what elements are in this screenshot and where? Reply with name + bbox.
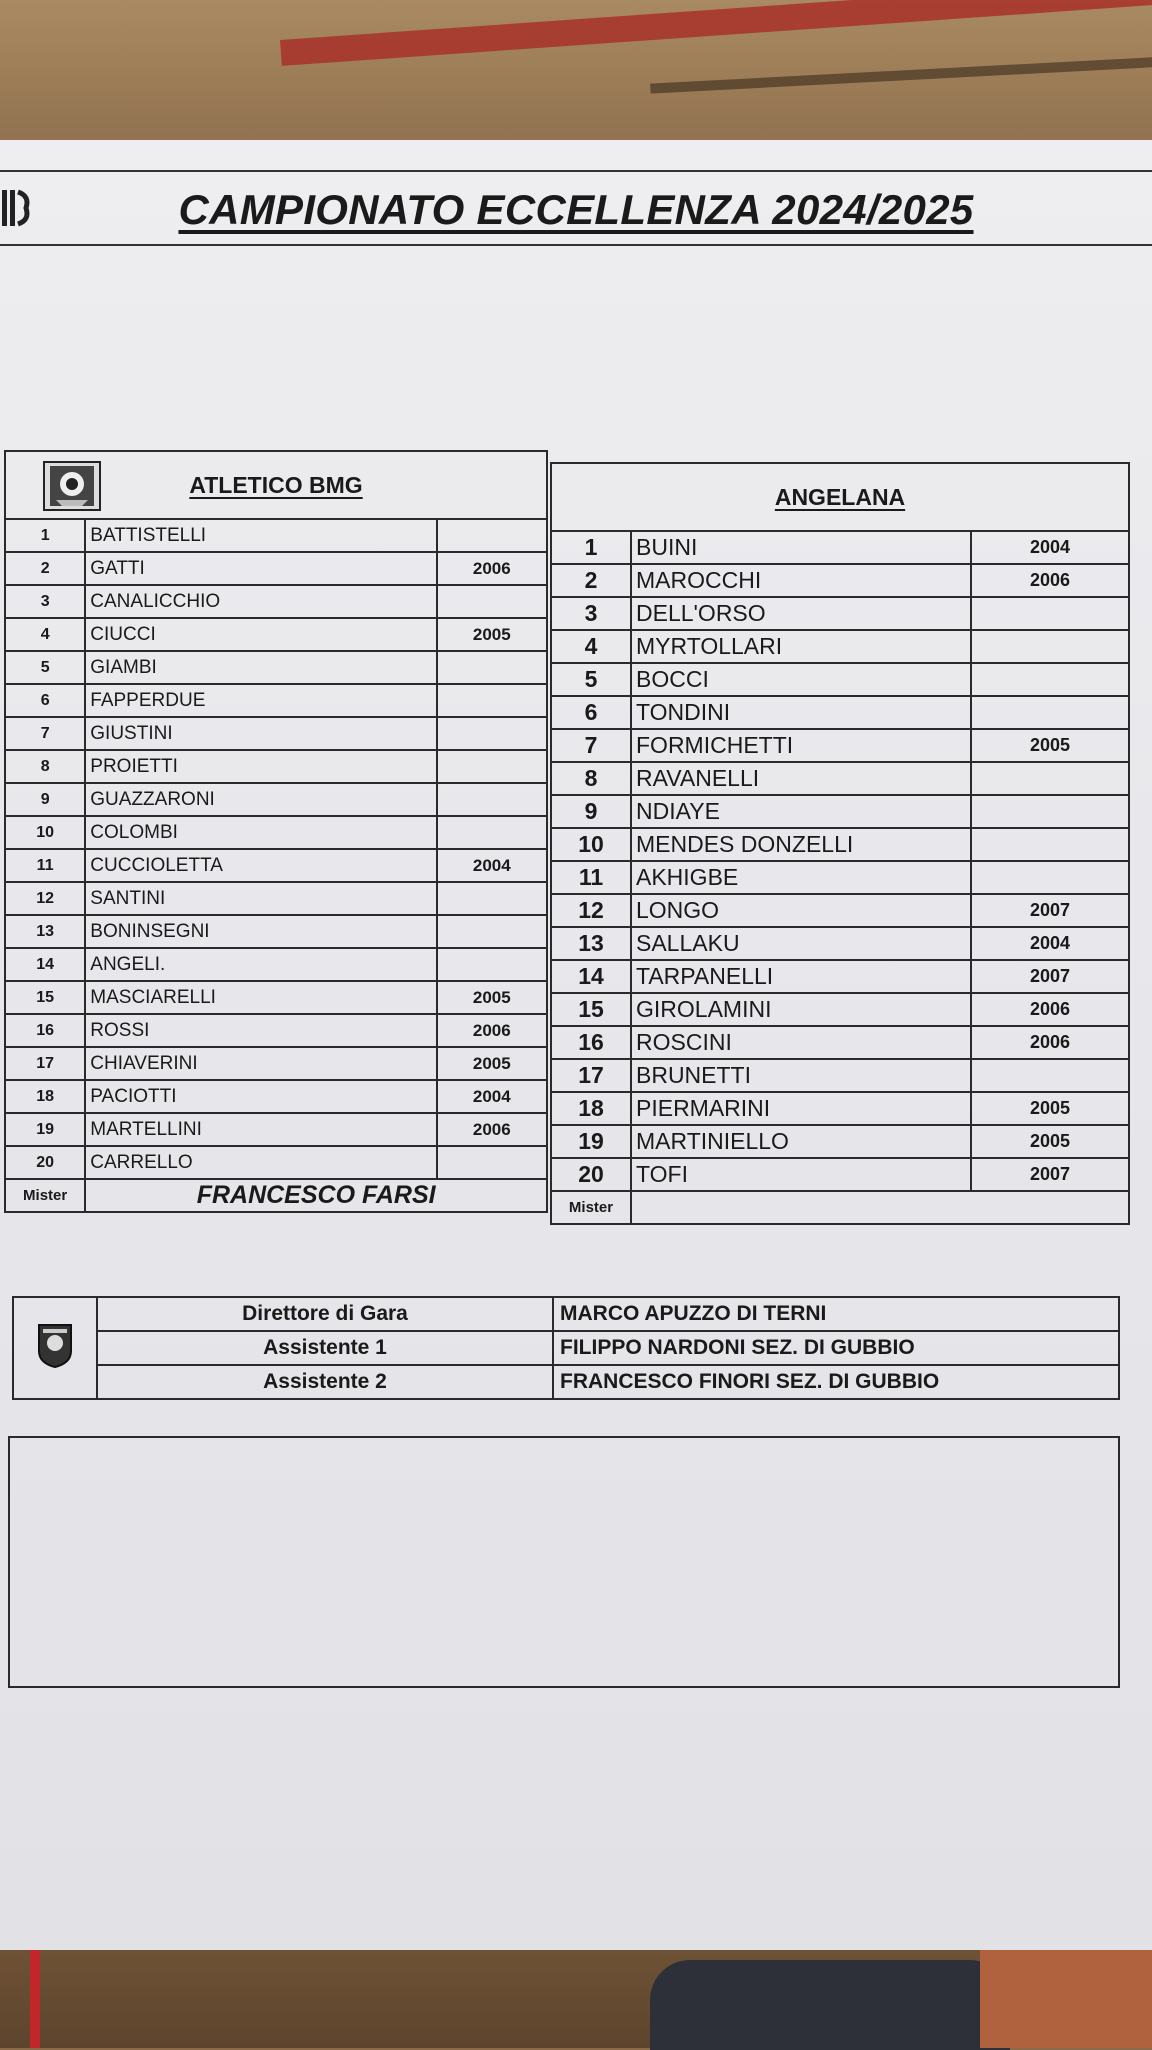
birth-year (971, 762, 1129, 795)
official-row (13, 1331, 1119, 1365)
shirt-number: 9 (5, 783, 85, 816)
away-player-row (551, 861, 1129, 894)
home-player-row (5, 651, 547, 684)
birth-year (437, 948, 547, 981)
player-name: BONINSEGNI (85, 915, 436, 948)
away-player-row (551, 1059, 1129, 1092)
shirt-number: 6 (551, 696, 631, 729)
shirt-number: 1 (5, 519, 85, 552)
player-name: CUCCIOLETTA (85, 849, 436, 882)
birth-year: 2004 (971, 531, 1129, 564)
birth-year: 2007 (971, 960, 1129, 993)
away-player-row (551, 960, 1129, 993)
player-name: SANTINI (85, 882, 436, 915)
dark-fabric (650, 1960, 1010, 2050)
player-name: MASCIARELLI (85, 981, 436, 1014)
away-player-row (551, 564, 1129, 597)
home-player-row (5, 849, 547, 882)
mister-label: Mister (5, 1179, 85, 1212)
birth-year (971, 597, 1129, 630)
shirt-number: 11 (5, 849, 85, 882)
club-crest-icon (42, 460, 102, 512)
shirt-number: 19 (551, 1125, 631, 1158)
player-name: LONGO (631, 894, 971, 927)
away-player-row (551, 762, 1129, 795)
birth-year: 2006 (971, 564, 1129, 597)
red-paint-stripe (280, 0, 1152, 66)
away-player-row (551, 1158, 1129, 1191)
official-role: Direttore di Gara (97, 1297, 553, 1331)
home-team-header-row (5, 451, 547, 519)
shirt-number: 8 (551, 762, 631, 795)
shirt-number: 6 (5, 684, 85, 717)
player-name: GIUSTINI (85, 717, 436, 750)
away-player-row (551, 795, 1129, 828)
mister-name (631, 1191, 1129, 1224)
wooden-table-bottom (0, 1950, 1152, 2048)
birth-year (971, 795, 1129, 828)
home-player-row (5, 552, 547, 585)
player-name: BRUNETTI (631, 1059, 971, 1092)
birth-year: 2004 (437, 1080, 547, 1113)
shirt-number: 14 (551, 960, 631, 993)
player-name: MAROCCHI (631, 564, 971, 597)
shirt-number: 15 (551, 993, 631, 1026)
player-name: PROIETTI (85, 750, 436, 783)
shirt-number: 16 (551, 1026, 631, 1059)
official-name: MARCO APUZZO DI TERNI (553, 1297, 1119, 1331)
player-name: RAVANELLI (631, 762, 971, 795)
away-player-row (551, 729, 1129, 762)
shirt-number: 18 (5, 1080, 85, 1113)
home-player-row (5, 717, 547, 750)
birth-year: 2005 (971, 1092, 1129, 1125)
player-name: CANALICCHIO (85, 585, 436, 618)
player-name: TARPANELLI (631, 960, 971, 993)
player-name: GIROLAMINI (631, 993, 971, 1026)
shirt-number: 2 (551, 564, 631, 597)
away-player-row (551, 927, 1129, 960)
home-team-header (5, 451, 547, 519)
player-name: ANGELI. (85, 948, 436, 981)
home-player-row (5, 1080, 547, 1113)
player-name: BUINI (631, 531, 971, 564)
away-player-row (551, 1125, 1129, 1158)
home-player-row (5, 1113, 547, 1146)
shirt-number: 11 (551, 861, 631, 894)
shirt-number: 5 (5, 651, 85, 684)
player-name: MARTELLINI (85, 1113, 436, 1146)
player-name: PACIOTTI (85, 1080, 436, 1113)
home-player-row (5, 915, 547, 948)
shirt-number: 10 (5, 816, 85, 849)
home-player-row (5, 981, 547, 1014)
player-name: GIAMBI (85, 651, 436, 684)
away-player-row (551, 1026, 1129, 1059)
player-name: CHIAVERINI (85, 1047, 436, 1080)
birth-year (437, 915, 547, 948)
shirt-number: 20 (551, 1158, 631, 1191)
away-player-row (551, 663, 1129, 696)
away-player-row (551, 1092, 1129, 1125)
home-player-row (5, 783, 547, 816)
birth-year: 2006 (437, 552, 547, 585)
home-player-row (5, 948, 547, 981)
home-player-row (5, 585, 547, 618)
home-team-name: ATLETICO BMG (189, 471, 363, 498)
away-player-row (551, 894, 1129, 927)
home-player-row (5, 1047, 547, 1080)
official-role: Assistente 2 (97, 1365, 553, 1399)
birth-year (971, 663, 1129, 696)
player-name: PIERMARINI (631, 1092, 971, 1125)
shirt-number: 2 (5, 552, 85, 585)
home-player-row (5, 519, 547, 552)
birth-year (437, 783, 547, 816)
player-name: BATTISTELLI (85, 519, 436, 552)
shirt-number: 5 (551, 663, 631, 696)
player-name: BOCCI (631, 663, 971, 696)
player-name: CIUCCI (85, 618, 436, 651)
birth-year (437, 684, 547, 717)
shirt-number: 12 (5, 882, 85, 915)
away-player-row (551, 696, 1129, 729)
player-name: FAPPERDUE (85, 684, 436, 717)
referee-logo-cell (13, 1297, 97, 1399)
red-thread (30, 1950, 40, 2048)
notes-box (8, 1436, 1120, 1688)
birth-year (971, 630, 1129, 663)
player-name: NDIAYE (631, 795, 971, 828)
player-name: GATTI (85, 552, 436, 585)
shirt-number: 1 (551, 531, 631, 564)
player-name: SALLAKU (631, 927, 971, 960)
title-band (0, 170, 1152, 246)
birth-year (971, 696, 1129, 729)
home-player-row (5, 1146, 547, 1179)
floor-tiles (980, 1950, 1152, 2048)
shirt-number: 14 (5, 948, 85, 981)
birth-year (437, 1146, 547, 1179)
dark-wood-crack (650, 56, 1152, 93)
shirt-number: 10 (551, 828, 631, 861)
shirt-number: 18 (551, 1092, 631, 1125)
birth-year (437, 651, 547, 684)
away-team-header (551, 463, 1129, 531)
shirt-number: 20 (5, 1146, 85, 1179)
shirt-number: 15 (5, 981, 85, 1014)
official-row (13, 1297, 1119, 1331)
official-role: Assistente 1 (97, 1331, 553, 1365)
shirt-number: 16 (5, 1014, 85, 1047)
aia-referee-logo-icon (35, 1321, 75, 1369)
shirt-number: 9 (551, 795, 631, 828)
document-title: CAMPIONATO ECCELLENZA 2024/2025 (178, 186, 974, 233)
player-name: FORMICHETTI (631, 729, 971, 762)
birth-year (971, 861, 1129, 894)
wooden-table-top (0, 0, 1152, 150)
birth-year: 2007 (971, 1158, 1129, 1191)
birth-year (437, 882, 547, 915)
birth-year (437, 750, 547, 783)
player-name: MYRTOLLARI (631, 630, 971, 663)
shirt-number: 8 (5, 750, 85, 783)
player-name: COLOMBI (85, 816, 436, 849)
shirt-number: 3 (551, 597, 631, 630)
player-name: MENDES DONZELLI (631, 828, 971, 861)
player-name: TONDINI (631, 696, 971, 729)
away-player-row (551, 828, 1129, 861)
shirt-number: 4 (551, 630, 631, 663)
player-name: GUAZZARONI (85, 783, 436, 816)
away-player-row (551, 630, 1129, 663)
birth-year (437, 585, 547, 618)
shirt-number: 12 (551, 894, 631, 927)
shirt-number: 4 (5, 618, 85, 651)
mister-label: Mister (551, 1191, 631, 1224)
home-player-row (5, 750, 547, 783)
away-team-header-row (551, 463, 1129, 531)
player-name: ROSSI (85, 1014, 436, 1047)
match-officials-table (12, 1296, 1120, 1400)
away-player-row (551, 597, 1129, 630)
home-player-row (5, 618, 547, 651)
shirt-number: 3 (5, 585, 85, 618)
player-name: ROSCINI (631, 1026, 971, 1059)
shirt-number: 7 (551, 729, 631, 762)
shirt-number: 13 (551, 927, 631, 960)
birth-year: 2004 (971, 927, 1129, 960)
player-name: TOFI (631, 1158, 971, 1191)
birth-year: 2006 (437, 1014, 547, 1047)
birth-year: 2005 (437, 618, 547, 651)
birth-year (437, 717, 547, 750)
birth-year (971, 828, 1129, 861)
away-team-roster (550, 462, 1130, 1225)
birth-year: 2006 (971, 1026, 1129, 1059)
birth-year: 2005 (437, 981, 547, 1014)
birth-year: 2004 (437, 849, 547, 882)
birth-year (437, 816, 547, 849)
away-player-row (551, 531, 1129, 564)
home-player-row (5, 882, 547, 915)
shirt-number: 17 (551, 1059, 631, 1092)
home-player-row (5, 684, 547, 717)
player-name: AKHIGBE (631, 861, 971, 894)
official-row (13, 1365, 1119, 1399)
birth-year: 2006 (971, 993, 1129, 1026)
birth-year: 2007 (971, 894, 1129, 927)
shirt-number: 13 (5, 915, 85, 948)
home-player-row (5, 1014, 547, 1047)
home-mister-row (5, 1179, 547, 1212)
away-player-row (551, 993, 1129, 1026)
official-name: FRANCESCO FINORI SEZ. DI GUBBIO (553, 1365, 1119, 1399)
shirt-number: 7 (5, 717, 85, 750)
player-name: CARRELLO (85, 1146, 436, 1179)
birth-year: 2005 (437, 1047, 547, 1080)
home-team-roster (4, 450, 548, 1213)
birth-year: 2005 (971, 729, 1129, 762)
birth-year (437, 519, 547, 552)
birth-year: 2006 (437, 1113, 547, 1146)
birth-year (971, 1059, 1129, 1092)
birth-year: 2005 (971, 1125, 1129, 1158)
home-player-row (5, 816, 547, 849)
shirt-number: 19 (5, 1113, 85, 1146)
official-name: FILIPPO NARDONI SEZ. DI GUBBIO (553, 1331, 1119, 1365)
mister-name: FRANCESCO FARSI (85, 1179, 547, 1212)
away-team-name: ANGELANA (774, 483, 906, 510)
player-name: DELL'ORSO (631, 597, 971, 630)
shirt-number: 17 (5, 1047, 85, 1080)
away-mister-row (551, 1191, 1129, 1224)
player-name: MARTINIELLO (631, 1125, 971, 1158)
